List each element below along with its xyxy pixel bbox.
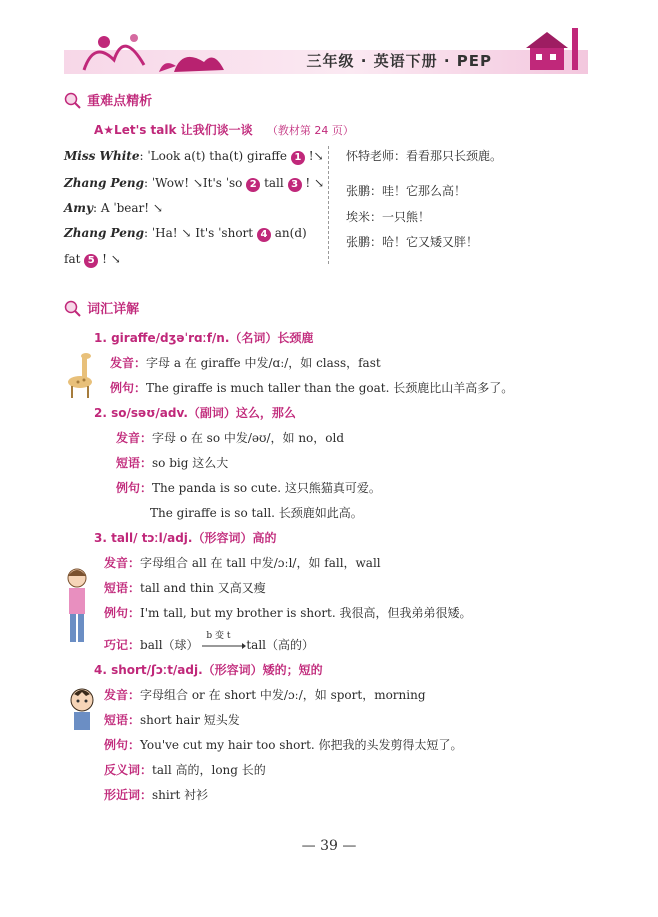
vocab-row (110, 380, 513, 396)
flower-decoration-icon (64, 20, 234, 78)
section-title: 重难点精析 (87, 94, 153, 109)
magnifier-icon (64, 300, 82, 318)
speaker: Zhang Peng (64, 176, 145, 190)
row-label: 发音： (110, 356, 147, 370)
page-header (64, 20, 588, 80)
row-text: You've cut my hair too short. 你把我的头发剪得太短了。 (140, 738, 463, 752)
vocab-row (104, 555, 381, 571)
row-text: The panda is so cute. 这只熊猫真可爱。 (152, 481, 381, 495)
header-title: 三年级 · 英语下册 · PEP (306, 52, 492, 70)
row-text: I'm tall, but my brother is short. 我很高，但我弟弟很矮。 (140, 606, 472, 620)
dialogue-text: ! ↘ (102, 252, 121, 266)
boy-icon (66, 686, 98, 732)
dialogue-text: ˈHa! ↘ It's ˈshort (151, 226, 254, 240)
speaker: Zhang Peng (64, 226, 145, 240)
row-text: tall（高的） (246, 638, 315, 652)
dialogue-line (64, 251, 121, 268)
note-number: 1 (291, 151, 305, 165)
dialogue-translation: 怀特老师：看看那只长颈鹿。 (346, 149, 503, 163)
vocab-row (104, 787, 208, 803)
vocab-head: 3. tall/ tɔːl/adj.（形容词）高的 (94, 531, 277, 545)
vocab-row (104, 737, 463, 753)
row-text: The giraffe is so tall. 长颈鹿如此高。 (150, 506, 363, 520)
row-label: 例句： (110, 381, 147, 395)
house-decoration-icon (514, 20, 588, 76)
note-number: 2 (246, 178, 260, 192)
vocab-row (110, 355, 381, 371)
row-text: tall and thin 又高又瘦 (140, 581, 266, 595)
transform-arrow (202, 630, 246, 654)
vocab-row (116, 455, 228, 471)
dialogue-translation: 张鹏：哇！它那么高！ (346, 184, 467, 198)
vocab-head: 1. giraffe/dʒəˈrɑːf/n.（名词）长颈鹿 (94, 331, 314, 345)
row-label: 短语： (104, 713, 141, 727)
vocab-head: 2. so/səʊ/adv.（副词）这么，那么 (94, 406, 296, 420)
page-number: — 39 — (301, 838, 357, 854)
vocab-head: 4. short/ʃɔːt/adj.（形容词）矮的；短的 (94, 663, 323, 677)
arrow-right-icon (202, 642, 246, 650)
row-label: 发音： (104, 688, 141, 702)
arrow-label: b 变 t (206, 630, 231, 641)
lesson-heading (94, 122, 354, 139)
vocab-row (104, 687, 426, 703)
row-text: 字母 o 在 so 中发/əʊ/，如 no，old (152, 431, 345, 445)
tall-girl-icon (60, 566, 94, 646)
dialogue-translation: 张鹏：哈！它又矮又胖！ (346, 235, 479, 249)
dialogue-text: an(d) (274, 226, 307, 240)
speaker: Miss White (64, 149, 140, 163)
dialogue-text: fat (64, 252, 81, 266)
row-label: 例句： (104, 738, 141, 752)
dialogue-translation: 埃米：一只熊！ (346, 210, 431, 224)
dialogue-line: Amy: A ˈbear! ↘ (64, 201, 163, 215)
dialogue-text: ˈWow! ↘It's ˈso (151, 176, 243, 190)
row-text: 字母组合 all 在 tall 中发/ɔːl/，如 fall，wall (140, 556, 381, 570)
section-key-points (64, 90, 152, 110)
row-text: 字母 a 在 giraffe 中发/ɑː/，如 class，fast (146, 356, 381, 370)
dialogue-text: ! ↘ (305, 176, 325, 190)
row-text: tall 高的，long 长的 (152, 763, 266, 777)
row-label: 例句： (116, 481, 153, 495)
section-vocab (64, 298, 139, 318)
dialogue-text: A ˈbear! ↘ (100, 201, 163, 215)
vocab-row (104, 712, 240, 728)
vocab-row (104, 762, 266, 778)
row-label: 发音： (116, 431, 153, 445)
section-title: 词汇详解 (87, 302, 140, 317)
row-label: 反义词： (104, 763, 153, 777)
dialogue-text: ˈLook a(t) tha(t) giraffe (147, 149, 288, 163)
note-number: 4 (257, 228, 271, 242)
row-text: ball（球） (140, 638, 199, 652)
row-label: 例句： (104, 606, 141, 620)
dialogue-line: Zhang Peng: ˈWow! ↘It's ˈso 2 tall 3 ! ↘ (64, 176, 325, 190)
vocab-row (150, 505, 363, 521)
row-text: shirt 衬衫 (152, 788, 209, 802)
speaker: Amy (64, 201, 93, 215)
lesson-ref: （教材第 24 页） (266, 124, 354, 137)
dialogue-line: Miss White: ˈLook a(t) tha(t) giraffe 1 !↘ (64, 149, 324, 163)
dialogue-text: tall (264, 176, 284, 190)
row-text: 字母组合 or 在 short 中发/ɔː/，如 sport，morning (140, 688, 426, 702)
note-number: 3 (288, 178, 302, 192)
vocab-row (104, 630, 315, 654)
vocab-row (116, 430, 344, 446)
row-label: 短语： (104, 581, 141, 595)
row-label: 短语： (116, 456, 153, 470)
lesson-label: A★Let's talk 让我们谈一谈 (94, 123, 253, 137)
dialogue-text: !↘ (308, 149, 324, 163)
row-label: 发音： (104, 556, 141, 570)
row-text: so big 这么大 (152, 456, 229, 470)
row-text: The giraffe is much taller than the goat. 长颈鹿比山羊高多了。 (146, 381, 514, 395)
vocab-row (116, 480, 381, 496)
row-label: 巧记： (104, 638, 141, 652)
divider (328, 146, 329, 264)
row-label: 形近词： (104, 788, 153, 802)
vocab-row (104, 580, 266, 596)
vocab-row (104, 605, 472, 621)
dialogue-line: Zhang Peng: ˈHa! ↘ It's ˈshort 4 an(d) (64, 226, 307, 240)
row-text: short hair 短头发 (140, 713, 240, 727)
note-number: 5 (84, 254, 98, 268)
magnifier-icon (64, 92, 82, 110)
giraffe-icon (64, 352, 100, 400)
